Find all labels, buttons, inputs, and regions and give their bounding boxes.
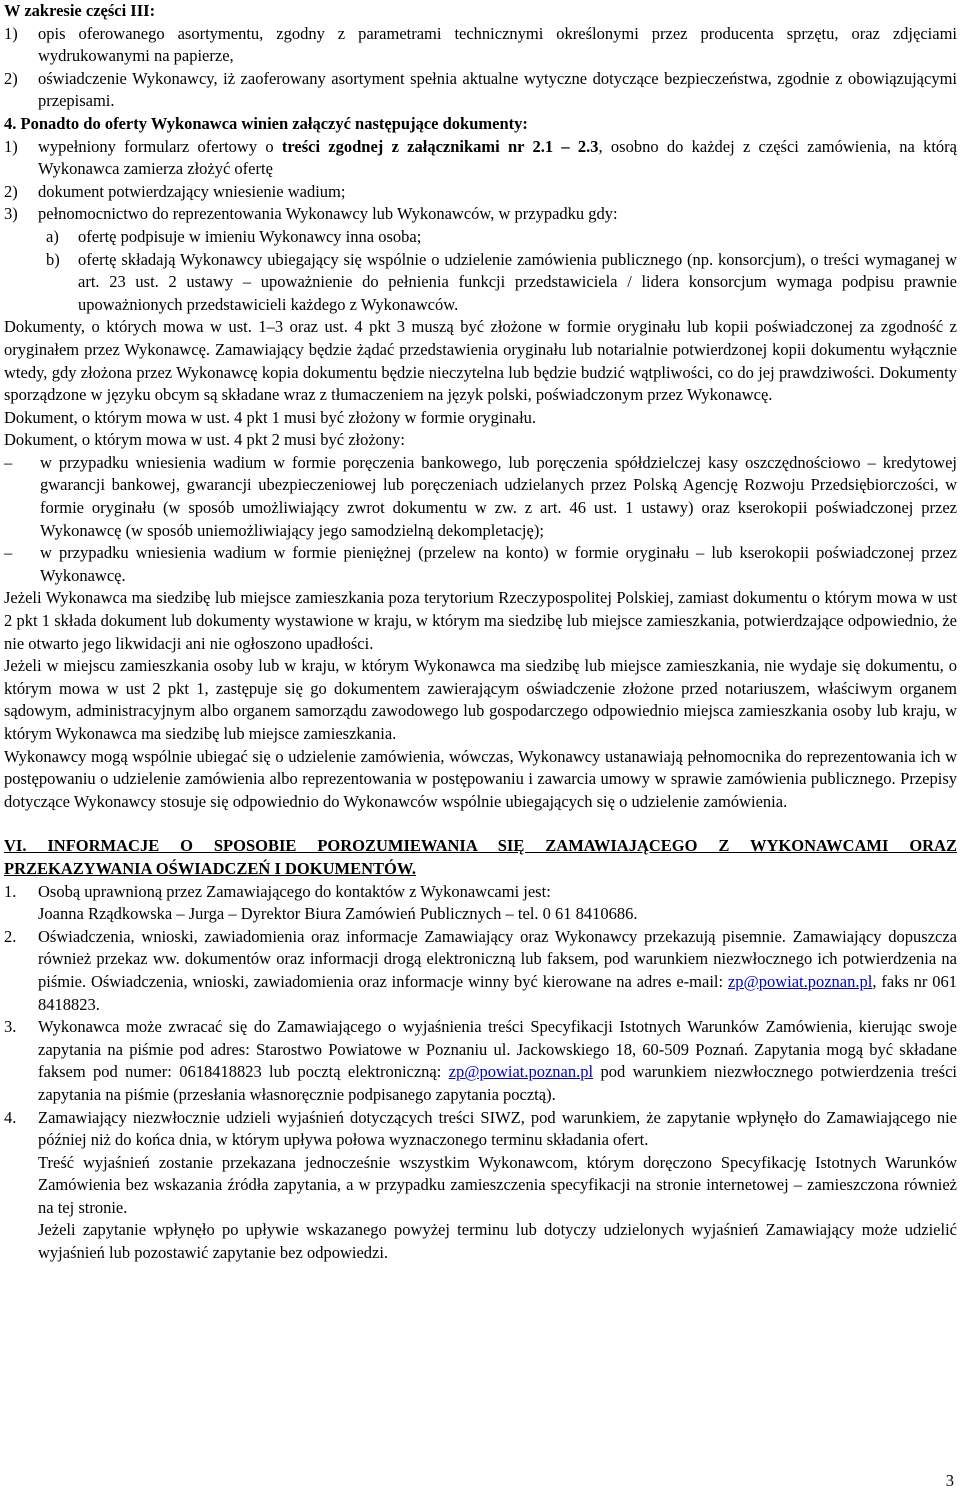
email-link[interactable]: zp@powiat.poznan.pl (448, 1062, 594, 1082)
part3-item-2 (4, 68, 957, 113)
part3-heading: W zakresie części III: (4, 1, 156, 20)
list-text (38, 136, 957, 181)
list-text (38, 881, 957, 926)
list-number: 4. (4, 1107, 17, 1127)
page-number: 3 (945, 1471, 954, 1490)
paragraph: Dokument, o którym mowa w ust. 4 pkt 2 musi być złożony: (4, 430, 406, 450)
sec4-subitem-b (4, 249, 957, 317)
section4-heading: 4. Ponadto do oferty Wykonawca winien załączyć następujące dokumenty: (4, 113, 528, 133)
list-number: 1. (4, 881, 17, 901)
dash-item-2 (4, 542, 957, 587)
sec6-item-1 (4, 881, 957, 926)
sec6-item-4 (4, 1107, 957, 1265)
list-text: dokument potwierdzający wniesienie wadium; (38, 181, 346, 201)
text-part-bold: treści zgodnej z załącznikami nr 2.1 – 2.3 (281, 136, 599, 156)
paragraph: Dokument, o którym mowa w ust. 4 pkt 1 musi być złożony w formie oryginału. (4, 407, 537, 427)
sec6-item-3 (4, 1016, 957, 1106)
list-text: w przypadku wniesienia wadium w formie poręczenia bankowego, lub poręczenia spółdzielczej kasy oszczędnościowo – kredytowej gwarancji bankowej, gwarancji ubezpieczeniowej lub poręczeniach udzielanych przez Polską Agencję Rozwoju Przedsiębiorczości, w formie oryginału (w sposób umożliwiający zwrot dokumentu w zw. z art. 46 ust. 1 ustawy) oraz kserokopii poświadczonej przez Wykonawcę (w sposób uniemożliwiający jego samodzielną dekompletację); (40, 452, 957, 540)
paragraph: Jeżeli Wykonawca ma siedzibę lub miejsce zamieszkania poza terytorium Rzeczypospolitej Polskiej, zamiast dokumentu o którym mowa w ust 2 pkt 1 składa dokument lub dokumenty wystawione w kraju, w którym ma siedzibę lub miejsce zamieszkania, potwierdzające odpowiednio, że nie otwarto jego likwidacji ani nie ogłoszono upadłości. (4, 588, 957, 653)
list-letter: a) (46, 226, 59, 246)
sec4-subitem-a (4, 226, 957, 249)
email-link[interactable]: zp@powiat.poznan.pl (727, 971, 873, 991)
sec4-item-3 (4, 203, 957, 226)
list-text (38, 926, 957, 1016)
list-text (38, 1016, 957, 1106)
list-text: w przypadku wniesienia wadium w formie pieniężnej (przelew na konto) w formie oryginału – lub kserokopii poświadczonej przez Wykonawcę. (40, 543, 957, 585)
paragraph: Wykonawcy mogą wspólnie ubiegać się o udzielenie zamówienia, wówczas, Wykonawcy ustanawiają pełnomocnika do reprezentowania ich w postępowaniu o udzielenie zamówienia albo reprezentowania w postępowaniu i zawarcia umowy w sprawie zamówienia publicznego. Przepisy dotyczące Wykonawcy stosuje się odpowiednio do Wykonawców wspólnie ubiegających się o udzielenie zamówienia. (4, 746, 957, 811)
list-text: oświadczenie Wykonawcy, iż zaoferowany asortyment spełnia aktualne wytyczne dotyczące bezpieczeństwa, zgodnie z obowiązującymi przepisami. (38, 68, 957, 111)
paragraph: Dokumenty, o których mowa w ust. 1–3 oraz ust. 4 pkt 3 muszą być złożone w formie oryginału lub kopii poświadczonej za zgodność z oryginałem przez Wykonawcę. Zamawiający będzie żądać przedstawienia oryginału lub notarialnie potwierdzonej kopii dokumentu wyłącznie wtedy, gdy złożona przez Wykonawcę kopia dokumentu będzie nieczytelna lub będzie budzić wątpliwości, co do jej prawdziwości. Dokumenty sporządzone w języku obcym są składane wraz z tłumaczeniem na język polski, poświadczonym przez Wykonawcę. (4, 317, 957, 405)
text-line: Joanna Rządkowska – Jurga – Dyrektor Biura Zamówień Publicznych – tel. 0 61 8410686. (38, 904, 638, 924)
sec4-item-1 (4, 136, 957, 181)
paragraph: Jeżeli w miejscu zamieszkania osoby lub w kraju, w którym Wykonawca ma siedzibę lub miejsce zamieszkania, nie wydaje się dokumentu, o którym mowa w ust 2 pkt 1, zastępuje się go dokumentem zawierającym oświadczenie złożone przed notariuszem, właściwym organem sądowym, administracyjnym albo organem samorządu zawodowego lub gospodarczego odpowiednio miejsca zamieszkania osoby lub kraju, w którym Wykonawca ma siedzibę lub miejsce zamieszkania. (4, 656, 957, 743)
list-number: 3. (4, 1017, 17, 1037)
list-text: ofertę podpisuje w imieniu Wykonawcy inna osoba; (78, 226, 422, 246)
sec4-item-2 (4, 181, 957, 204)
list-number: 2) (4, 181, 18, 201)
dash-item-1 (4, 452, 957, 542)
list-number: 1) (4, 136, 18, 156)
list-text: opis oferowanego asortymentu, zgodny z parametrami technicznymi określonymi przez producenta sprzętu, oraz zdjęciami wydrukowanymi na papierze, (38, 23, 957, 66)
text-part: , faks nr 061 8418823. (38, 971, 958, 1014)
text-part: , osobno do każdej z części zamówienia, na którą Wykonawca zamierza złożyć ofertę (38, 136, 957, 179)
dash-marker: – (4, 543, 13, 563)
list-number: 1) (4, 23, 18, 43)
text-para: Jeżeli zapytanie wpłynęło po upływie wskazanego powyżej terminu lub dotyczy udzielonych wyjaśnień Zamawiający może udzielić wyjaśnień lub pozostawić zapytanie bez odpowiedzi. (38, 1220, 957, 1263)
part3-item-1 (4, 23, 957, 68)
page-content (4, 0, 957, 1265)
text-part: wypełniony formularz ofertowy o (38, 136, 282, 156)
spacer (4, 813, 957, 835)
text-part: pod warunkiem niezwłocznego potwierdzenia treści zapytania na piśmie (przesłania własnoręcznie podpisanego zapytania pocztą). (38, 1062, 957, 1104)
list-text (38, 1107, 957, 1265)
list-text: ofertę składają Wykonawcy ubiegający się wspólnie o udzielenie zamówienia publicznego (np. konsorcjum), o treści wymaganej w art. 23 ust. 2 ustawy – upoważnienie do pełnienia funkcji przedstawiciela / lidera konsorcjum wymaga podpisu prawnie upoważnionych przedstawicieli każdego z Wykonawców. (78, 249, 957, 314)
text-part: Wykonawca może zwracać się do Zamawiającego o wyjaśnienia treści Specyfikacji Istotnych Warunków Zamówienia, kierując swoje zapytania na piśmie pod adres: Starostwo Powiatowe w Poznaniu ul. Jackowskiego 18, 60-509 Poznań. Zapytania mogą być składane faksem pod numer: 0618418823 lub pocztą elektroniczną: (38, 1017, 957, 1082)
dash-marker: – (4, 452, 13, 472)
text-part: Oświadczenia, wnioski, zawiadomienia oraz informacje Zamawiający oraz Wykonawcy przekazują pisemnie. Zamawiający dopuszcza również przekaz ww. dokumentów oraz informacji drogą elektroniczną lub faksem, pod warunkiem niezwłocznego ich potwierdzenia na piśmie. Oświadczenia, wnioski, zawiadomienia oraz informacje winny być kierowane na adres e-mail: (38, 926, 957, 991)
list-number: 2) (4, 68, 18, 88)
text-para: Zamawiający niezwłocznie udzieli wyjaśnień dotyczących treści SIWZ, pod warunkiem, że zapytanie wpłynęło do Zamawiającego nie później niż do końca dnia, w którym upływa połowa wyznaczonego terminu składania ofert. (38, 1107, 957, 1150)
text-line: Osobą uprawnioną przez Zamawiającego do kontaktów z Wykonawcami jest: (38, 881, 551, 901)
list-letter: b) (46, 249, 60, 269)
sec6-item-2 (4, 926, 957, 1016)
list-number: 3) (4, 204, 18, 224)
list-text: pełnomocnictwo do reprezentowania Wykonawcy lub Wykonawców, w przypadku gdy: (38, 204, 618, 224)
list-number: 2. (4, 926, 17, 946)
section6-title: VI. INFORMACJE O SPOSOBIE POROZUMIEWANIA SIĘ ZAMAWIAJĄCEGO Z WYKONAWCAMI ORAZ PRZEKAZYWANIA OŚWIADCZEŃ I DOKUMENTÓW. (4, 836, 957, 878)
text-para: Treść wyjaśnień zostanie przekazana jednocześnie wszystkim Wykonawcom, którym doręczono Specyfikację Istotnych Warunków Zamówienia bez wskazania źródła zapytania, a w przypadku zamieszczenia specyfikacji na stronie internetowej – zamieszczona również na tej stronie. (38, 1152, 957, 1217)
